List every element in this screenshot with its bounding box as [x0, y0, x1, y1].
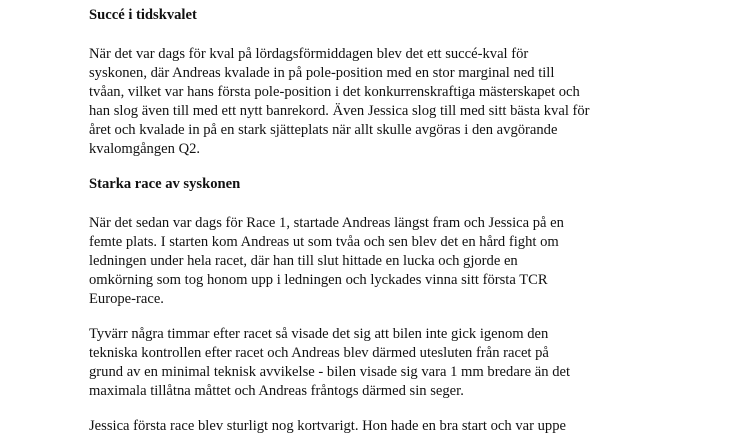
spacer	[89, 401, 729, 417]
text-line: ledningen under hela racet, där han till slut hittade en lucka och gjorde en	[89, 253, 518, 269]
spacer	[89, 159, 729, 173]
section-heading-starka-race: Starka race av syskonen	[89, 176, 241, 192]
text-line: Europe-race.	[89, 291, 164, 307]
spacer	[89, 196, 729, 214]
text-line: kvalomgången Q2.	[89, 141, 201, 157]
text-line: året och kvalade in på en stark sjätteplats när allt skulle avgöras i den avgörande	[89, 122, 558, 138]
text-line: han slog även till med ett nytt banrekord. Även Jessica slog till med sitt bästa kval för	[89, 103, 590, 119]
text-line: syskonen, där Andreas kvalade in på pole-position med en stor marginal ned till	[89, 65, 555, 81]
document-page	[89, 4, 729, 436]
text-line: omkörning som tog honom upp i ledningen och lyckades vinna sitt första TCR	[89, 272, 548, 288]
spacer	[89, 27, 729, 45]
paragraph-disqualification	[89, 325, 729, 401]
spacer	[89, 309, 729, 325]
text-line: maximala tillåtna måttet och Andreas fråntogs därmed sin seger.	[89, 383, 464, 399]
paragraph-jessica-race	[89, 417, 729, 436]
text-line: tekniska kontrollen efter racet och Andreas blev därmed utesluten från racet på	[89, 345, 549, 361]
text-line: När det sedan var dags för Race 1, startade Andreas längst fram och Jessica på en	[89, 215, 564, 231]
paragraph-qualifying	[89, 45, 729, 159]
text-line: grund av en minimal teknisk avvikelse - bilen visade sig vara 1 mm bredare än det	[89, 364, 571, 380]
text-line: tvåan, vilket var hans första pole-position i det konkurrenskraftiga mästerskapet och	[89, 84, 580, 100]
text-line: femte plats. I starten kom Andreas ut som tvåa och sen blev det en hård fight om	[89, 234, 559, 250]
text-line: Jessica första race blev sturligt nog kortvarigt. Hon hade en bra start och var uppe	[89, 418, 566, 434]
text-line: Tyvärr några timmar efter racet så visade det sig att bilen inte gick igenom den	[89, 326, 549, 342]
section-heading-succe: Succé i tidskvalet	[89, 7, 197, 23]
paragraph-race-1	[89, 214, 729, 309]
text-line: När det var dags för kval på lördagsförmiddagen blev det ett succé-kval för	[89, 46, 529, 62]
